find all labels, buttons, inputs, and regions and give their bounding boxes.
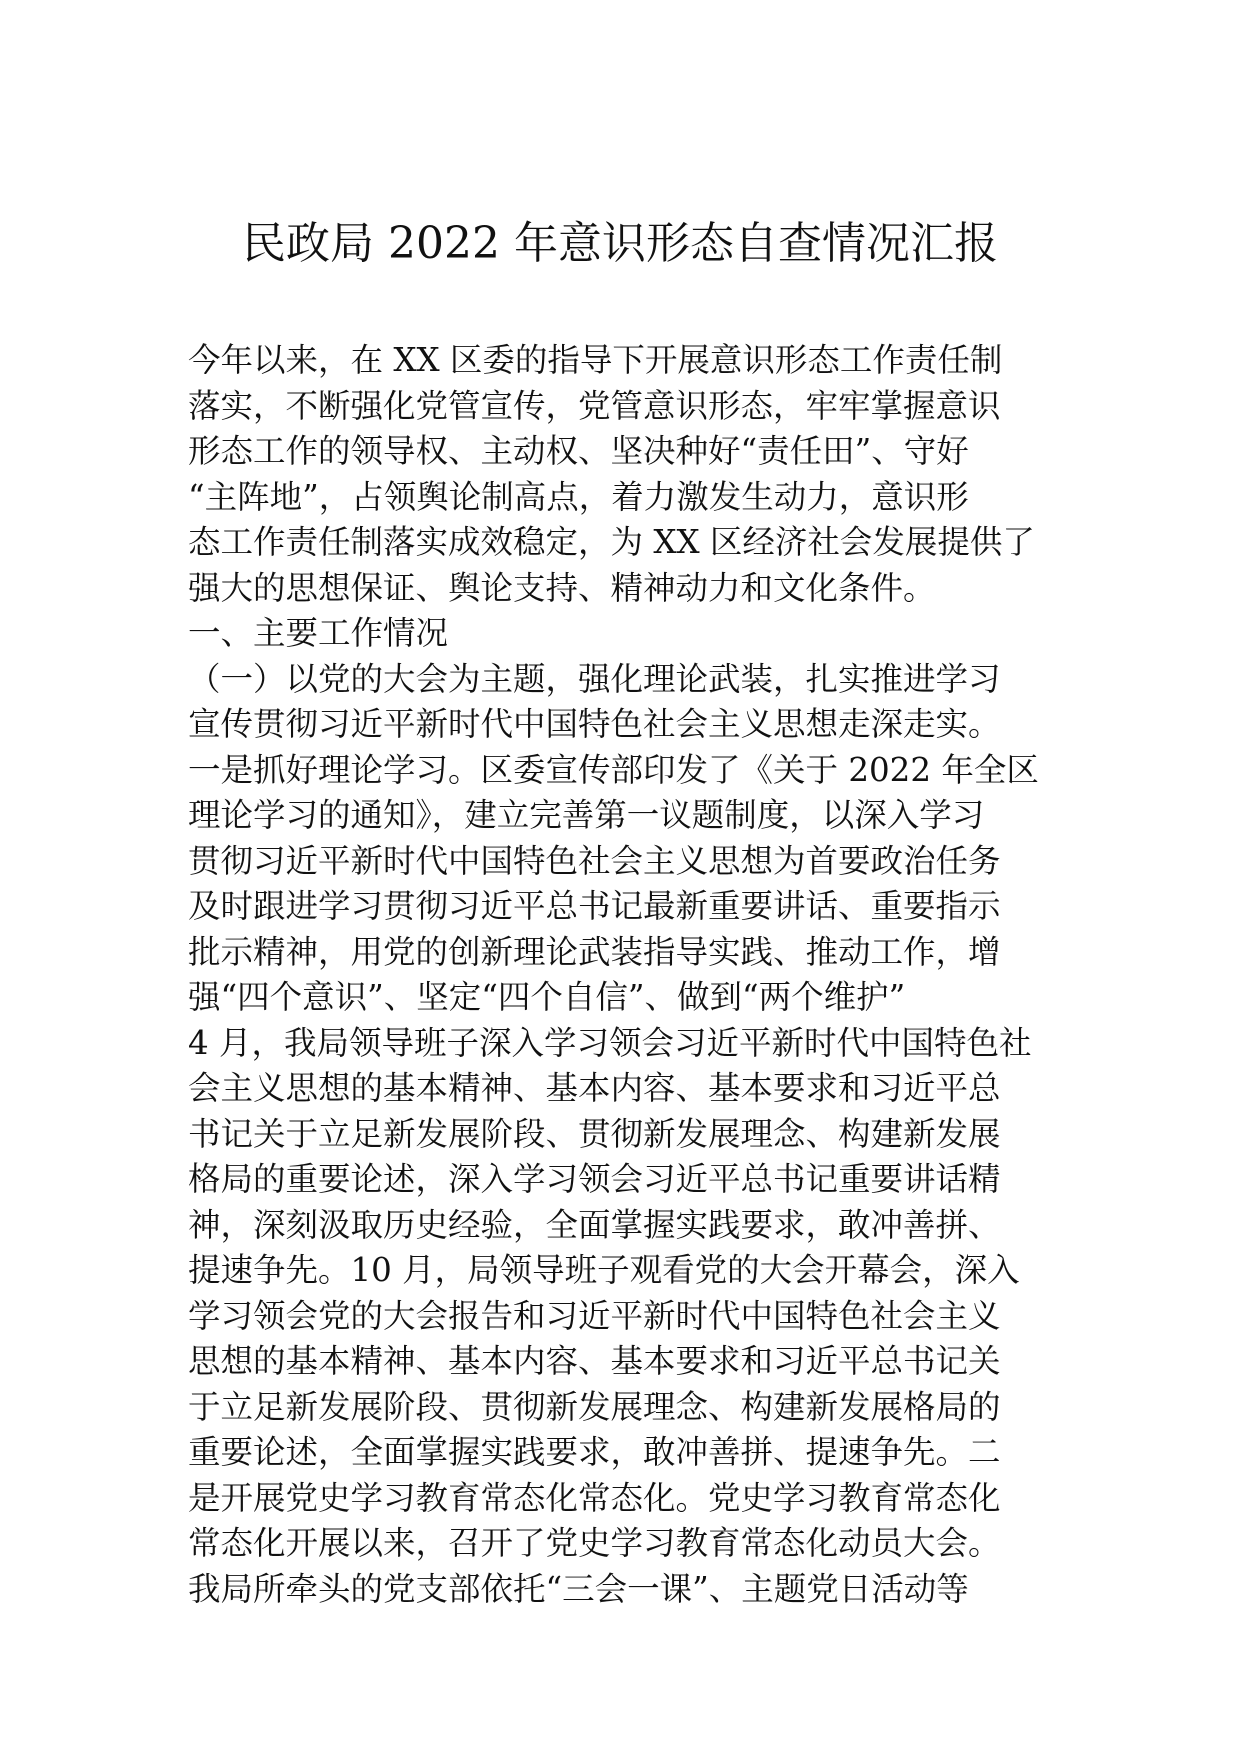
text-line: 形态工作的领导权、主动权、坚决种好“责任田”、守好: [188, 432, 969, 470]
text-line: 书记关于立足新发展阶段、贯彻新发展理念、构建新发展: [188, 1114, 1001, 1153]
text-line: 格局的重要论述，深入学习领会习近平总书记重要讲话精: [188, 1160, 1001, 1198]
text-line: 今年以来，在 XX 区委的指导下开展意识形态工作责任制: [188, 341, 1003, 379]
document-body: [188, 338, 1058, 1612]
text-line: “主阵地”，占领舆论制高点，着力激发生动力，意识形: [188, 477, 969, 516]
text-line: 及时跟进学习贯彻习近平总书记最新重要讲话、重要指示: [188, 887, 1001, 925]
text-line: 落实，不断强化党管宣传，党管意识形态，牢牢掌握意识: [188, 386, 1001, 425]
text-line: 常态化开展以来，召开了党史学习教育常态化动员大会。: [188, 1524, 1001, 1562]
text-line: 神，深刻汲取历史经验，全面掌握实践要求，敢冲善拼、: [188, 1205, 1001, 1244]
text-line: （一）以党的大会为主题，强化理论武装，扎实推进学习: [188, 659, 1001, 698]
text-line: 会主义思想的基本精神、基本内容、基本要求和习近平总: [188, 1069, 1001, 1107]
text-line: 思想的基本精神、基本内容、基本要求和习近平总书记关: [188, 1342, 1001, 1380]
text-line: 批示精神，用党的创新理论武装指导实践、推动工作，增: [188, 932, 1001, 971]
text-line: 态工作责任制落实成效稳定，为 XX 区经济社会发展提供了: [188, 523, 1035, 561]
text-line: 重要论述，全面掌握实践要求，敢冲善拼、提速争先。二: [188, 1433, 1001, 1471]
page-title: 民政局 2022 年意识形态自查情况汇报: [242, 218, 998, 269]
text-line: 强“四个意识”、坚定“四个自信”、做到“两个维护”: [188, 978, 906, 1016]
text-line: 强大的思想保证、舆论支持、精神动力和文化条件。: [188, 568, 936, 607]
text-line: 理论学习的通知》，建立完善第一议题制度，以深入学习: [188, 796, 985, 834]
section-heading: 一、主要工作情况: [188, 614, 449, 652]
text-line: 学习领会党的大会报告和习近平新时代中国特色社会主义: [188, 1296, 1001, 1335]
text-line: 贯彻习近平新时代中国特色社会主义思想为首要政治任务: [188, 841, 1001, 880]
text-line: 于立足新发展阶段、贯彻新发展理念、构建新发展格局的: [188, 1387, 1001, 1426]
text-line: 宣传贯彻习近平新时代中国特色社会主义思想走深走实。: [188, 705, 1001, 743]
text-line: 4 月，我局领导班子深入学习领会习近平新时代中国特色社: [188, 1023, 1032, 1062]
text-line: 我局所牵头的党支部依托“三会一课”、主题党日活动等: [188, 1569, 969, 1608]
text-line: 是开展党史学习教育常态化常态化。党史学习教育常态化: [188, 1478, 1001, 1517]
text-line: 一是抓好理论学习。区委宣传部印发了《关于 2022 年全区: [188, 750, 1039, 789]
text-line: 提速争先。10 月，局领导班子观看党的大会开幕会，深入: [188, 1251, 1020, 1289]
